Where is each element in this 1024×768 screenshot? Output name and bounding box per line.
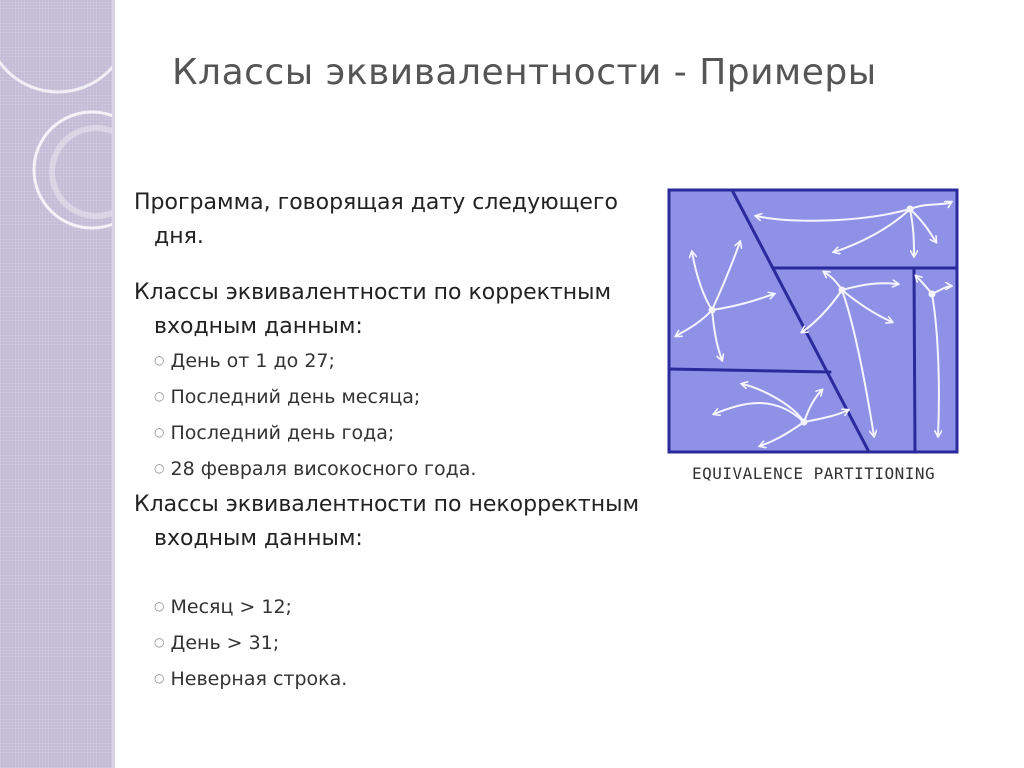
partition-diagram (664, 184, 964, 460)
list-item (154, 662, 654, 698)
page-title: Классы эквивалентности - Примеры (172, 52, 877, 93)
bullet-icon: ○ (154, 461, 165, 475)
list-item (154, 626, 654, 662)
list-item (154, 380, 654, 416)
list-item-text: Последний день месяца; (170, 386, 421, 408)
bullet-icon: ○ (154, 353, 165, 367)
list-item (154, 344, 654, 380)
list-item (154, 590, 654, 626)
spacer (134, 556, 654, 590)
decorative-sidebar (0, 0, 112, 768)
invalid-classes-heading: Классы эквивалентности по некорректным входным данным: (134, 492, 640, 551)
slide-body (134, 186, 654, 698)
spacer (134, 254, 654, 276)
bullet-icon: ○ (154, 599, 165, 613)
list-item-text: Неверная строка. (170, 668, 348, 690)
list-item (154, 416, 654, 452)
figure-caption: EQUIVALENCE PARTITIONING (692, 464, 936, 483)
list-item-text: 28 февраля високосного года. (170, 458, 477, 480)
list-item-text: День от 1 до 27; (170, 350, 335, 372)
sidebar-rings-decoration (0, 0, 112, 768)
list-item-text: Последний день года; (170, 422, 395, 444)
bullet-icon: ○ (154, 389, 165, 403)
equivalence-partitioning-figure (664, 184, 964, 464)
list-item-text: Месяц > 12; (170, 596, 292, 618)
valid-classes-heading: Классы эквивалентности по корректным входным данным: (134, 280, 612, 339)
intro-text: Программа, говорящая дату следующего дня. (134, 190, 618, 249)
list-item-text: День > 31; (170, 632, 280, 654)
sidebar-edge (112, 0, 115, 768)
bullet-icon: ○ (154, 635, 165, 649)
bullet-icon: ○ (154, 671, 165, 685)
list-item (154, 452, 654, 488)
bullet-icon: ○ (154, 425, 165, 439)
